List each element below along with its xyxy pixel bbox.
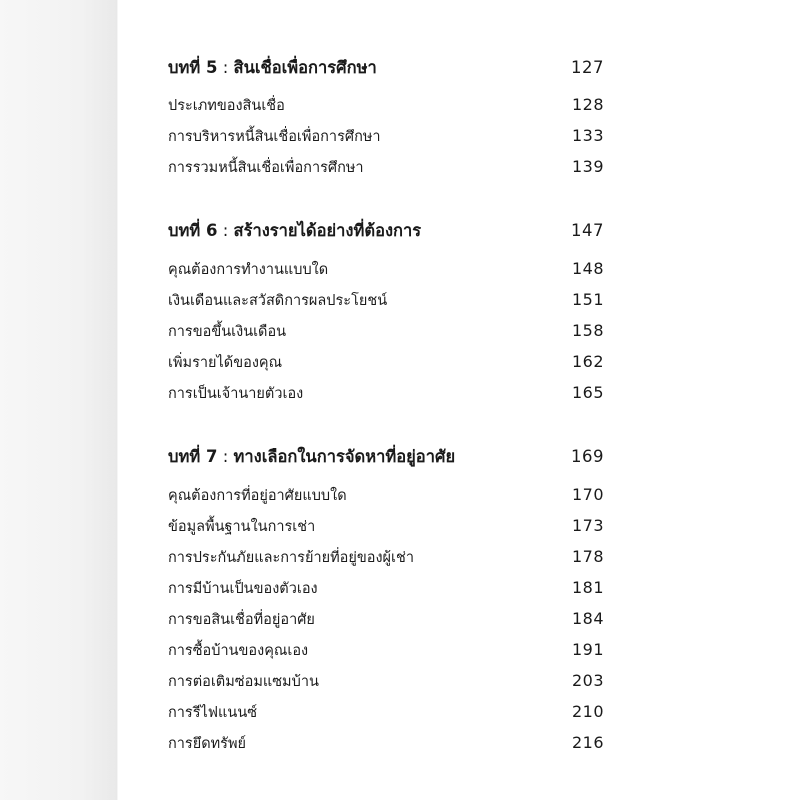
toc-entry-page: 173 <box>571 516 604 535</box>
toc-entry <box>168 258 604 281</box>
toc-entry <box>168 156 604 179</box>
chapter-7-title-group <box>168 444 455 470</box>
toc-entry-title: การเป็นเจ้านายตัวเอง <box>168 386 304 402</box>
chapter-7-heading <box>168 444 604 470</box>
toc-entry <box>168 701 604 724</box>
toc-entry <box>168 289 604 312</box>
toc-entry-page: 203 <box>571 671 604 690</box>
chapter-5-colon: : <box>217 58 234 77</box>
toc-entry-title: เงินเดือนและสวัสดิการผลประโยชน์ <box>168 293 388 309</box>
toc-entry-title: การขอขึ้นเงินเดือน <box>168 324 287 340</box>
toc-entry-page: 151 <box>571 290 604 309</box>
toc-entry-title: การขอสินเชื่อที่อยู่อาศัย <box>168 612 315 628</box>
toc-entry-page: 170 <box>571 485 604 504</box>
toc-entry-title: การรีไฟแนนซ์ <box>168 705 258 721</box>
toc-entry-title: ข้อมูลพื้นฐานในการเช่า <box>168 519 316 535</box>
chapter-6-page: 147 <box>571 221 604 240</box>
toc-entry <box>168 577 604 600</box>
chapter-7-colon: : <box>217 447 234 466</box>
chapter-6-colon: : <box>217 221 234 240</box>
toc-entry-page: 128 <box>571 95 604 114</box>
chapter-6-prefix: บทที่ 6 <box>168 221 218 240</box>
toc-entry <box>168 732 604 755</box>
toc-entry-title: การประกันภัยและการย้ายที่อยู่ของผู้เช่า <box>168 550 414 566</box>
toc-entry-title: การยึดทรัพย์ <box>168 736 247 752</box>
toc-entry-page: 133 <box>571 126 604 145</box>
toc-entry <box>168 546 604 569</box>
chapter-5-prefix: บทที่ 5 <box>168 58 218 77</box>
toc-entry <box>168 351 604 374</box>
toc-entry-page: 184 <box>571 609 604 628</box>
toc-entry <box>168 670 604 693</box>
chapter-7-title: ทางเลือกในการจัดหาที่อยู่อาศัย <box>233 447 456 466</box>
toc-entry-page: 165 <box>571 383 604 402</box>
toc-entry-title: เพิ่มรายได้ของคุณ <box>168 355 283 371</box>
toc-entry-page: 210 <box>571 702 604 721</box>
chapter-5-title-group <box>168 55 377 81</box>
toc-entry-page: 191 <box>571 640 604 659</box>
toc-entry-page: 158 <box>571 321 604 340</box>
toc-entry-title: การซื้อบ้านของคุณเอง <box>168 643 309 659</box>
toc-entry-page: 216 <box>571 733 604 752</box>
chapter-6-heading <box>168 218 604 244</box>
chapter-5-page: 127 <box>571 58 604 77</box>
toc-entry-title: คุณต้องการทำงานแบบใด <box>168 262 329 278</box>
toc-entry-title: การต่อเติมซ่อมแซมบ้าน <box>168 674 319 690</box>
chapter-5-heading <box>168 55 604 81</box>
chapter-6-title: สร้างรายได้อย่างที่ต้องการ <box>233 221 422 240</box>
toc-entry <box>168 515 604 538</box>
toc-entry-title: การรวมหนี้สินเชื่อเพื่อการศึกษา <box>168 160 364 176</box>
toc-entry-title: คุณต้องการที่อยู่อาศัยแบบใด <box>168 488 347 504</box>
toc-entry-title: การมีบ้านเป็นของตัวเอง <box>168 581 318 597</box>
toc-entry-title: ประเภทของสินเชื่อ <box>168 98 285 114</box>
chapter-7-prefix: บทที่ 7 <box>168 447 218 466</box>
toc-entry <box>168 484 604 507</box>
toc-entry-page: 162 <box>571 352 604 371</box>
chapter-7-page: 169 <box>571 447 604 466</box>
toc-entry-page: 148 <box>571 259 604 278</box>
toc-entry <box>168 608 604 631</box>
chapter-6-title-group <box>168 218 421 244</box>
toc-entry <box>168 639 604 662</box>
toc-entry-page: 178 <box>571 547 604 566</box>
toc-entry <box>168 382 604 405</box>
chapter-5-title: สินเชื่อเพื่อการศึกษา <box>233 58 377 77</box>
toc-entry-title: การบริหารหนี้สินเชื่อเพื่อการศึกษา <box>168 129 381 145</box>
toc-entry-page: 139 <box>571 157 604 176</box>
toc-entry-page: 181 <box>571 578 604 597</box>
toc-entry <box>168 94 604 117</box>
toc-entry <box>168 320 604 343</box>
toc-entry <box>168 125 604 148</box>
